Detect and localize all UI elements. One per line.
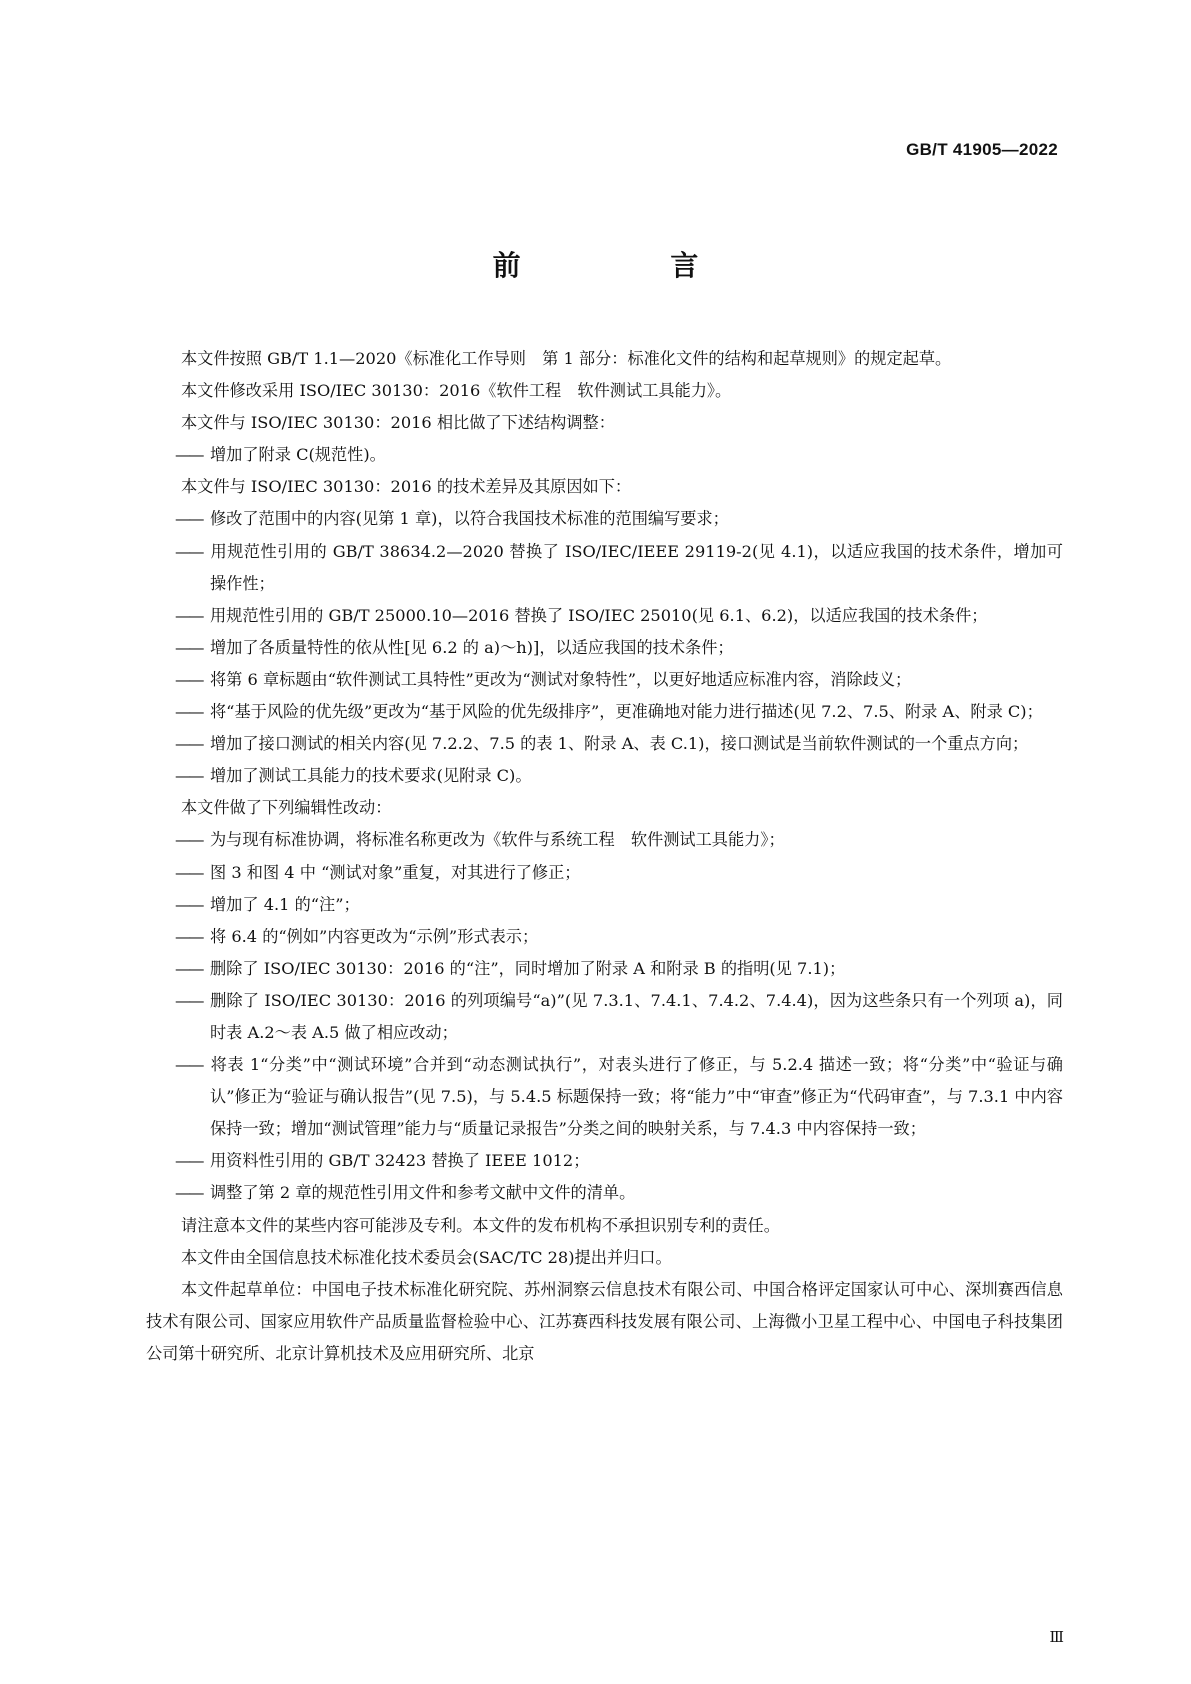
paragraph: 本文件按照 GB/T 1.1—2020《标准化工作导则 第 1 部分：标准化文件的结构和起草规则》的规定起草。 (181, 349, 952, 368)
paragraph: 本文件与 ISO/IEC 30130：2016 的技术差异及其原因如下： (181, 477, 632, 497)
list-item: —— 删除了 ISO/IEC 30130：2016 的“注”，同时增加了附录 A 和附录 B 的指明(见 7.1)； (146, 953, 1063, 985)
list-item: —— 增加了测试工具能力的技术要求(见附录 C)。 (146, 760, 1063, 792)
list-item: —— 将 6.4 的“例如”内容更改为“示例”形式表示； (146, 921, 1063, 953)
list-item: —— 调整了第 2 章的规范性引用文件和参考文献中文件的清单。 (146, 1177, 1063, 1209)
list-item: —— 用资料性引用的 GB/T 32423 替换了 IEEE 1012； (146, 1145, 1063, 1177)
paragraph: 本文件由全国信息技术标准化技术委员会(SAC/TC 28)提出并归口。 (181, 1247, 672, 1267)
paragraph: 本文件做了下列编辑性改动： (181, 798, 392, 818)
list-item: —— 增加了接口测试的相关内容(见 7.2.2、7.5 的表 1、附录 A、表 C.1)，接口测试是当前软件测试的一个重点方向； (146, 728, 1063, 760)
list-item: —— 将“基于风险的优先级”更改为“基于风险的优先级排序”，更准确地对能力进行描述(见 7.2、7.5、附录 A、附录 C)； (146, 696, 1063, 728)
paragraph: 本文件修改采用 ISO/IEC 30130：2016《软件工程 软件测试工具能力》。 (181, 381, 732, 401)
paragraph: 本文件起草单位：中国电子技术标准化研究院、苏州洞察云信息技术有限公司、中国合格评定国家认可中心、深圳赛西信息技术有限公司、国家应用软件产品质量监督检验中心、江苏赛西科技发展有限公司、上海微小卫星工程中心、中国电子科技集团公司第十研究所、北京计算机技术及应用研究所、北京 (146, 1279, 1063, 1363)
list-item: —— 用规范性引用的 GB/T 38634.2—2020 替换了 ISO/IEC/IEEE 29119-2(见 4.1)，以适应我国的技术条件，增加可操作性； (146, 536, 1063, 600)
document-body (146, 343, 1063, 1370)
list-item: —— 删除了 ISO/IEC 30130：2016 的列项编号“a)”(见 7.3.1、7.4.1、7.4.2、7.4.4)，因为这些条只有一个列项 a)，同时表 A.2～表 A.5 做了相应改动； (146, 985, 1063, 1049)
standard-number: GB/T 41905—2022 (906, 140, 1058, 159)
list-item: —— 将表 1“分类”中“测试环境”合并到“动态测试执行”，对表头进行了修正，与 5.2.4 描述一致；将“分类”中“验证与确认”修正为“验证与确认报告”(见 7.5)，与 5.4.5 标题保持一致；将“能力”中“审查”修正为“代码审查”，与 7.3.1 中内容保持一致；增加“测试管理”能力与“质量记录报告”分类之间的映射关系，与 7.4.3 中内容保持一致； (146, 1049, 1063, 1145)
list-item: —— 将第 6 章标题由“软件测试工具特性”更改为“测试对象特性”，以更好地适应标准内容，消除歧义； (146, 664, 1063, 696)
list-item: —— 增加了各质量特性的依从性[见 6.2 的 a)～h)]，以适应我国的技术条件； (146, 632, 1063, 664)
page-number: Ⅲ (1049, 1628, 1065, 1646)
paragraph: 本文件与 ISO/IEC 30130：2016 相比做了下述结构调整： (181, 413, 615, 433)
list-item: —— 为与现有标准协调，将标准名称更改为《软件与系统工程 软件测试工具能力》； (146, 824, 1063, 856)
list-item: —— 增加了 4.1 的“注”； (146, 889, 1063, 921)
paragraph: 请注意本文件的某些内容可能涉及专利。本文件的发布机构不承担识别专利的责任。 (181, 1215, 780, 1235)
page-title: 前 言 (492, 249, 769, 282)
list-item: —— 修改了范围中的内容(见第 1 章)，以符合我国技术标准的范围编写要求； (146, 503, 1063, 535)
list-item: —— 用规范性引用的 GB/T 25000.10—2016 替换了 ISO/IEC 25010(见 6.1、6.2)，以适应我国的技术条件； (146, 600, 1063, 632)
list-item: —— 增加了附录 C(规范性)。 (146, 439, 1063, 471)
list-item: —— 图 3 和图 4 中 “测试对象”重复，对其进行了修正； (146, 857, 1063, 889)
